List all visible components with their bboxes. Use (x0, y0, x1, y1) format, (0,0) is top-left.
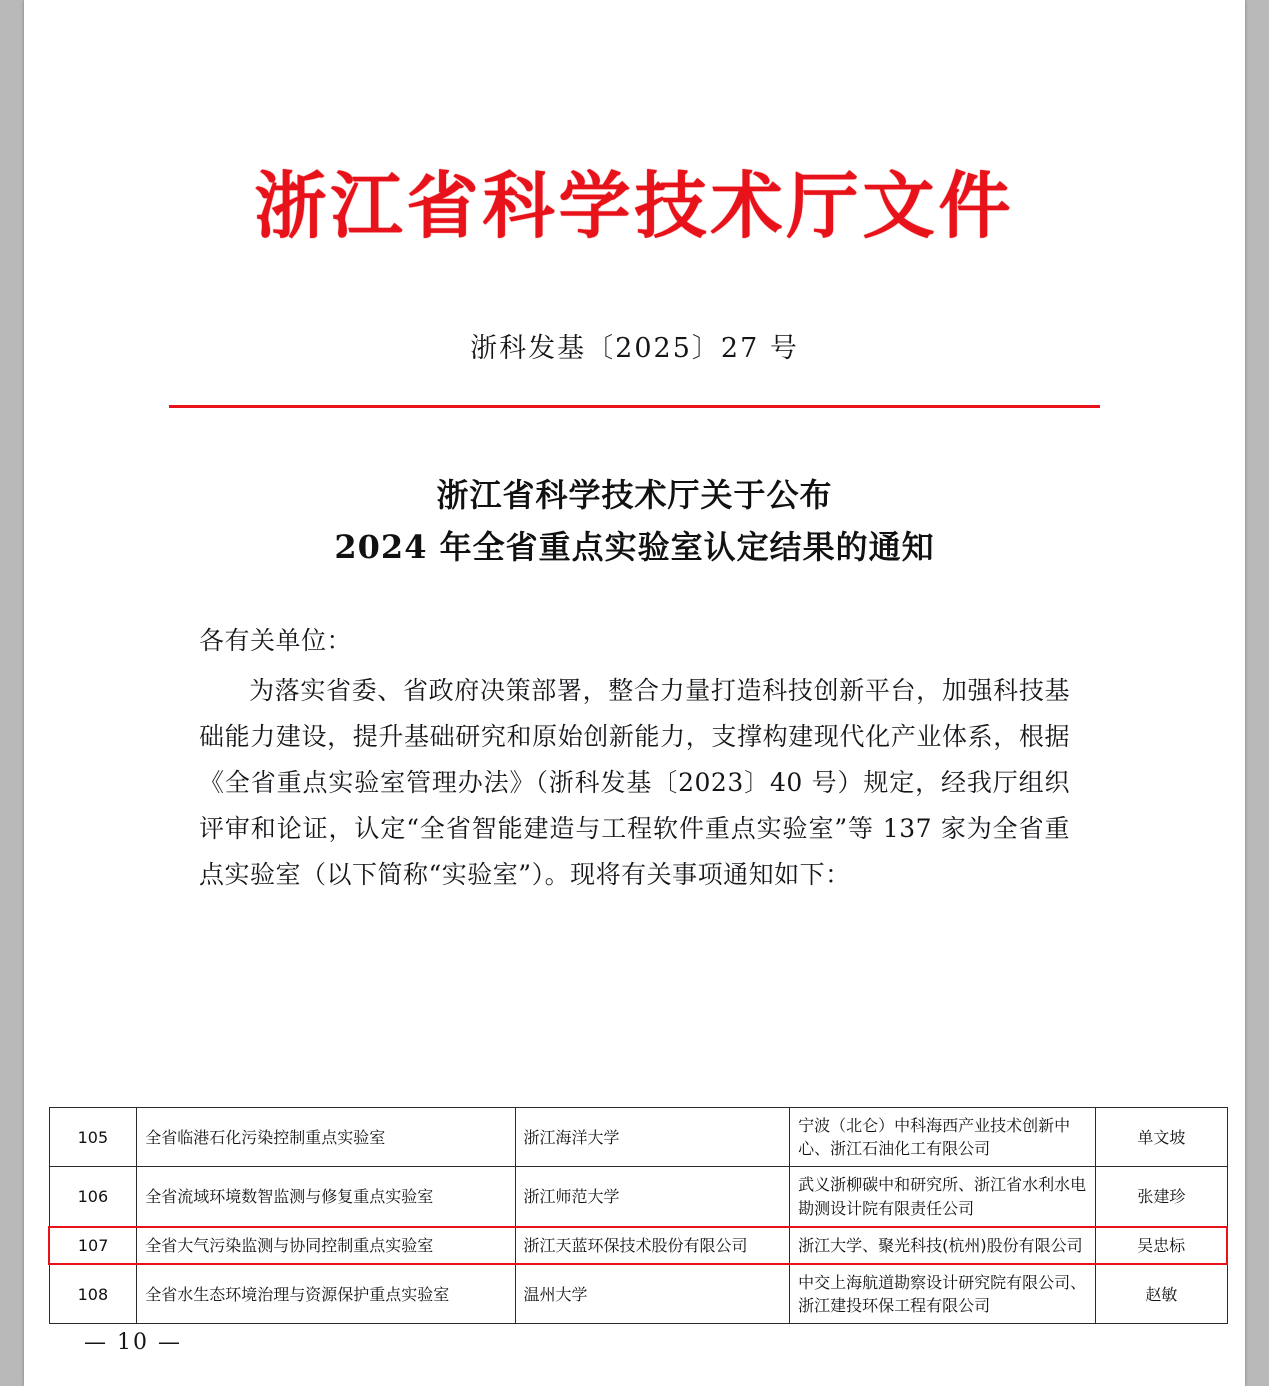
row-cooperators: 浙江大学、聚光科技(杭州)股份有限公司 (790, 1227, 1096, 1264)
notice-heading-line-2: 2024 年全省重点实验室认定结果的通知 (334, 527, 935, 566)
row-person: 张建珍 (1096, 1167, 1227, 1227)
row-cooperators: 宁波（北仑）中科海西产业技术创新中心、浙江石油化工有限公司 (790, 1108, 1096, 1167)
page-margin-right (1245, 0, 1269, 1386)
row-person: 单文坡 (1096, 1108, 1227, 1167)
row-cooperators: 中交上海航道勘察设计研究院有限公司、浙江建投环保工程有限公司 (790, 1264, 1096, 1324)
red-divider-rule (169, 405, 1100, 408)
page-number-footer: — 10 — (84, 1330, 182, 1355)
row-no: 106 (49, 1167, 137, 1227)
lab-table-wrapper (24, 1107, 1245, 1324)
row-no: 105 (49, 1108, 137, 1167)
row-no: 107 (49, 1227, 137, 1264)
lab-table-body (49, 1108, 1227, 1324)
row-lab-name: 全省大气污染监测与协同控制重点实验室 (137, 1227, 515, 1264)
document-page (24, 0, 1245, 1386)
table-row (49, 1264, 1227, 1324)
table-row-highlighted (49, 1227, 1227, 1264)
notice-heading (24, 470, 1245, 574)
row-no: 108 (49, 1264, 137, 1324)
table-row (49, 1108, 1227, 1167)
row-lab-name: 全省流域环境数智监测与修复重点实验室 (137, 1167, 515, 1227)
notice-body (199, 618, 1070, 898)
row-person: 吴忠标 (1096, 1227, 1227, 1264)
row-host-unit: 浙江天蓝环保技术股份有限公司 (515, 1227, 790, 1264)
salutation: 各有关单位： (199, 625, 353, 655)
lab-table (48, 1107, 1228, 1324)
row-lab-name: 全省水生态环境治理与资源保护重点实验室 (137, 1264, 515, 1324)
page-margin-left (0, 0, 24, 1386)
row-person: 赵敏 (1096, 1264, 1227, 1324)
row-host-unit: 浙江师范大学 (515, 1167, 790, 1227)
notice-heading-line-1: 浙江省科学技术厅关于公布 (436, 476, 833, 514)
body-paragraph: 为落实省委、省政府决策部署，整合力量打造科技创新平台，加强科技基础能力建设，提升基础研究和原始创新能力，支撑构建现代化产业体系，根据《全省重点实验室管理办法》（浙科发基〔2023〕40 号）规定，经我厅组织评审和论证，认定“全省智能建造与工程软件重点实验室”等 137 家为全省重点实验室（以下简称“实验室”）。现将有关事项通知如下： (199, 675, 1070, 889)
row-host-unit: 浙江海洋大学 (515, 1108, 790, 1167)
row-cooperators: 武义浙柳碳中和研究所、浙江省水利水电勘测设计院有限责任公司 (790, 1167, 1096, 1227)
row-lab-name: 全省临港石化污染控制重点实验室 (137, 1108, 515, 1167)
row-host-unit: 温州大学 (515, 1264, 790, 1324)
table-row (49, 1167, 1227, 1227)
document-title: 浙江省科学技术厅文件 (254, 163, 1015, 248)
document-number: 浙科发基〔2025〕27 号 (470, 333, 799, 364)
